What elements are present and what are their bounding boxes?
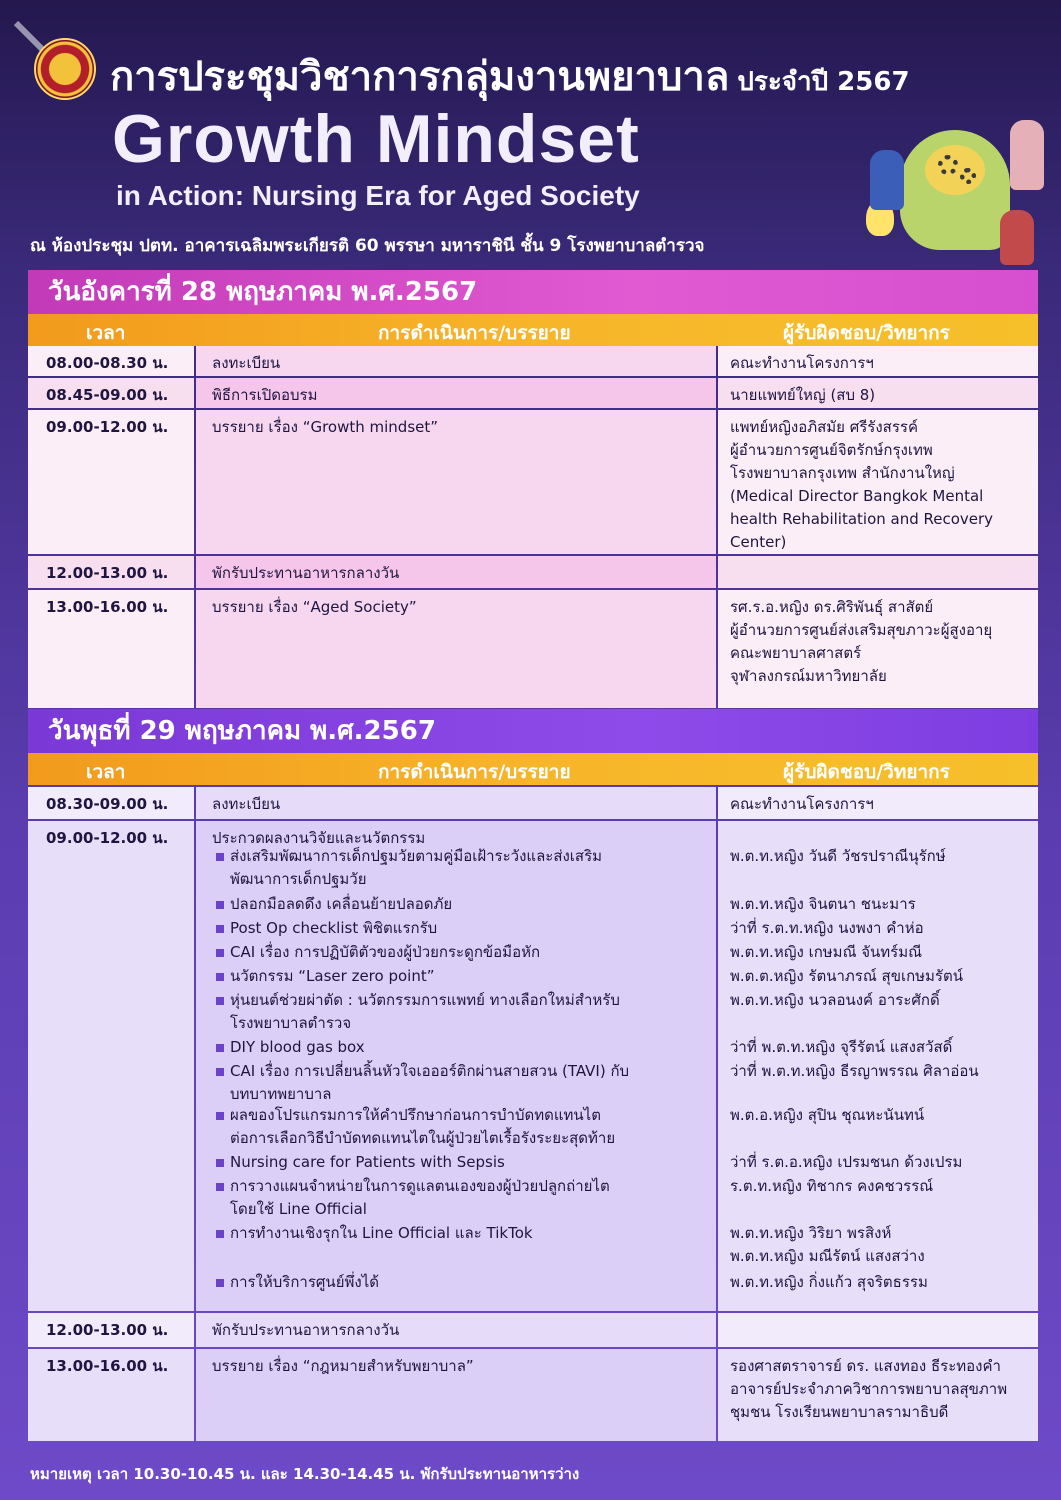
time-cell: 08.30-09.00 น. — [28, 787, 194, 819]
time-cell: 08.45-09.00 น. — [28, 378, 194, 408]
activity-cell: พักรับประทานอาหารกลางวัน — [196, 1313, 716, 1347]
responsible-cell: คณะทำงานโครงการฯ — [718, 346, 1038, 376]
contest-item — [214, 1104, 714, 1150]
table-row — [28, 821, 1038, 1311]
column-responsible-label: ผู้รับผิดชอบ/วิทยากร — [783, 761, 950, 783]
column-activity-label: การดำเนินการ/บรรยาย — [378, 322, 571, 344]
person-figure-icon — [1010, 120, 1044, 190]
presenter-name: ว่าที่ พ.ต.ท.หญิง ธีรญาพรรณ ศิลาอ่อน — [730, 1062, 979, 1080]
contest-item-line: พัฒนาการเด็กปฐมวัย — [230, 870, 367, 888]
contest-presenter — [730, 893, 1040, 916]
contest-heading: ประกวดผลงานวิจัยและนวัตกรรม — [212, 829, 426, 847]
gear-icon — [938, 155, 958, 175]
contest-item — [214, 1036, 714, 1059]
contest-item-line: การทำงานเชิงรุกใน Line Official และ TikTok — [230, 1224, 533, 1242]
contest-item-line: การวางแผนจำหน่ายในการดูแลตนเองของผู้ป่วยปลูกถ่ายไต — [230, 1177, 610, 1195]
gear-icon — [960, 168, 976, 184]
contest-item — [214, 1222, 714, 1245]
presenter-name: พ.ต.อ.หญิง สุปิน ชุณหะนันทน์ — [730, 1106, 925, 1124]
contest-item-line: ปลอกมือลดดึง เคลื่อนย้ายปลอดภัย — [230, 895, 453, 913]
contest-item-line: DIY blood gas box — [230, 1038, 365, 1056]
responsible-line: ผู้อำนวยการศูนย์จิตรักษ์กรุงเทพ — [730, 441, 933, 459]
growth-mindset-illustration-icon — [860, 110, 1050, 270]
contest-item-line: Post Op checklist พิชิตแรกรับ — [230, 919, 438, 937]
presenter-name: พ.ต.ท.หญิง นวลอนงค์ อาระศักดิ์ — [730, 991, 940, 1009]
poster-header — [0, 0, 1061, 270]
table-row — [28, 590, 1038, 708]
contest-item — [214, 1151, 714, 1174]
contest-item — [214, 845, 714, 891]
day2-column-header — [28, 753, 1038, 785]
activity-cell: พักรับประทานอาหารกลางวัน — [196, 556, 716, 588]
contest-item-line: ผลของโปรแกรมการให้คำปรึกษาก่อนการบำบัดทดแทนไต — [230, 1106, 601, 1124]
presenter-name: พ.ต.ท.หญิง จินตนา ชนะมาร — [730, 895, 916, 913]
activity-cell: ลงทะเบียน — [196, 787, 716, 819]
time-cell: 09.00-12.00 น. — [28, 821, 194, 1311]
title-year: ประจำปี 2567 — [737, 67, 910, 97]
column-responsible-label: ผู้รับผิดชอบ/วิทยากร — [783, 322, 950, 344]
responsible-line: Center) — [730, 533, 787, 551]
hospital-logo-icon — [34, 38, 96, 100]
subtitle-english: in Action: Nursing Era for Aged Society — [116, 180, 640, 211]
contest-presenter — [730, 1036, 1040, 1059]
contest-item-line: CAI เรื่อง การเปลี่ยนลิ้นหัวใจเอออร์ติกผ่านสายสวน (TAVI) กับ — [230, 1062, 630, 1080]
responsible-cell — [718, 556, 1038, 588]
title-thai-text: การประชุมวิชาการกลุ่มงานพยาบาล — [110, 54, 730, 100]
contest-item — [214, 989, 714, 1035]
footer-note: หมายเหตุ เวลา 10.30-10.45 น. และ 14.30-14.45 น. พักรับประทานอาหารว่าง — [30, 1465, 580, 1483]
contest-item-line: ส่งเสริมพัฒนาการเด็กปฐมวัยตามคู่มือเฝ้าระวังและส่งเสริม — [230, 847, 603, 865]
contest-presenter — [730, 965, 1040, 988]
title-english: Growth Mindset — [112, 101, 640, 177]
venue-text: ณ ห้องประชุม ปตท. อาคารเฉลิมพระเกียรติ 60 พรรษา มหาราชินี ชั้น 9 โรงพยาบาลตำรวจ — [30, 236, 705, 256]
contest-item — [214, 965, 714, 988]
time-cell: 13.00-16.00 น. — [28, 1349, 194, 1441]
table-row — [28, 346, 1038, 376]
day1-schedule-table — [28, 346, 1038, 708]
responsible-line: ชุมชน โรงเรียนพยาบาลรามาธิบดี — [730, 1403, 949, 1421]
person-figure-icon — [1000, 210, 1034, 265]
contest-item-line: CAI เรื่อง การปฏิบัติตัวของผู้ป่วยกระดูกข้อมือหัก — [230, 943, 541, 961]
responsible-cell — [718, 1349, 1038, 1441]
presenter-name: พ.ต.ท.หญิง เกษมณี จันทร์มณี — [730, 943, 923, 961]
contest-item — [214, 917, 714, 940]
table-row — [28, 787, 1038, 819]
day1-column-header — [28, 314, 1038, 346]
table-row — [28, 556, 1038, 588]
table-row — [28, 378, 1038, 408]
contest-item — [214, 1271, 714, 1294]
contest-item-line: บทบาทพยาบาล — [230, 1085, 332, 1103]
activity-cell: บรรยาย เรื่อง “Growth mindset” — [196, 410, 716, 554]
contest-presenter — [730, 1151, 1040, 1174]
activity-cell: บรรยาย เรื่อง “Aged Society” — [196, 590, 716, 708]
responsible-line: โรงพยาบาลกรุงเทพ สำนักงานใหญ่ — [730, 464, 955, 482]
contest-presenter — [730, 1104, 1040, 1127]
presenter-name: ว่าที่ พ.ต.ท.หญิง จุรีรัตน์ แสงสวัสดิ์ — [730, 1038, 953, 1056]
person-figure-icon — [870, 150, 904, 210]
contest-presenter — [730, 989, 1040, 1012]
contest-presenter — [730, 1222, 1040, 1268]
presenter-name: พ.ต.ท.หญิง วันดี วัชรปราณีนุรักษ์ — [730, 847, 946, 865]
time-cell: 08.00-08.30 น. — [28, 346, 194, 376]
contest-presenter — [730, 917, 1040, 940]
responsible-line: อาจารย์ประจำภาควิชาการพยาบาลสุขภาพ — [730, 1380, 1008, 1398]
time-cell: 12.00-13.00 น. — [28, 556, 194, 588]
day2-schedule-table — [28, 787, 1038, 1441]
table-row — [28, 1349, 1038, 1441]
contest-item-line: การให้บริการศูนย์พึ่งได้ — [230, 1273, 379, 1291]
contest-item — [214, 893, 714, 916]
responsible-line: แพทย์หญิงอภิสมัย ศรีรังสรรค์ — [730, 418, 918, 436]
contest-item — [214, 1175, 714, 1221]
contest-item-line: ต่อการเลือกวิธีบำบัดทดแทนไตในผู้ป่วยไตเรื้อรังระยะสุดท้าย — [230, 1129, 616, 1147]
responsible-cell — [718, 1313, 1038, 1347]
responsible-line: จุฬาลงกรณ์มหาวิทยาลัย — [730, 667, 887, 685]
column-activity-label: การดำเนินการ/บรรยาย — [378, 761, 571, 783]
responsible-cell — [718, 410, 1038, 554]
presenter-name: ว่าที่ ร.ต.ท.หญิง นงพงา คำห่อ — [730, 919, 924, 937]
responsible-line: (Medical Director Bangkok Mental — [730, 487, 984, 505]
presenter-name: ร.ต.ท.หญิง ทิชากร คงคชวรรณ์ — [730, 1177, 934, 1195]
responsible-line: รศ.ร.อ.หญิง ดร.ศิริพันธุ์ สาสัตย์ — [730, 598, 934, 616]
responsible-cell: คณะทำงานโครงการฯ — [718, 787, 1038, 819]
presenter-name: ว่าที่ ร.ต.อ.หญิง เปรมชนก ด้วงเปรม — [730, 1153, 963, 1171]
responsible-line: คณะพยาบาลศาสตร์ — [730, 644, 862, 662]
responsible-cell: นายแพทย์ใหญ่ (สบ 8) — [718, 378, 1038, 408]
responsible-cell — [718, 590, 1038, 708]
activity-cell: พิธีการเปิดอบรม — [196, 378, 716, 408]
title-thai — [110, 44, 910, 108]
contest-presenter — [730, 1175, 1040, 1198]
table-row — [28, 410, 1038, 554]
contest-presenter — [730, 941, 1040, 964]
contest-item-line: Nursing care for Patients with Sepsis — [230, 1153, 505, 1171]
column-time-label: เวลา — [86, 761, 126, 783]
table-row — [28, 1313, 1038, 1347]
responsible-line: health Rehabilitation and Recovery — [730, 510, 994, 528]
contest-item — [214, 1060, 714, 1106]
presenter-name: พ.ต.ท.หญิง วิริยา พรสิงห์ — [730, 1224, 892, 1242]
activity-cell: ลงทะเบียน — [196, 346, 716, 376]
contest-presenter — [730, 1271, 1040, 1294]
presenter-name: พ.ต.ต.หญิง รัตนาภรณ์ สุขเกษมรัตน์ — [730, 967, 963, 985]
responsible-line: ผู้อำนวยการศูนย์ส่งเสริมสุขภาวะผู้สูงอายุ — [730, 621, 993, 639]
responsible-line: รองศาสตราจารย์ ดร. แสงทอง ธีระทองคำ — [730, 1357, 1001, 1375]
contest-presenter — [730, 1060, 1040, 1083]
contest-item-line: โดยใช้ Line Official — [230, 1200, 367, 1218]
day1-title-bar: วันอังคารที่ 28 พฤษภาคม พ.ศ.2567 — [28, 270, 1038, 314]
time-cell: 12.00-13.00 น. — [28, 1313, 194, 1347]
contest-item — [214, 941, 714, 964]
contest-item-line: นวัตกรรม “Laser zero point” — [230, 967, 435, 985]
contest-presenter — [730, 845, 1040, 868]
time-cell: 13.00-16.00 น. — [28, 590, 194, 708]
column-time-label: เวลา — [86, 322, 126, 344]
activity-cell: บรรยาย เรื่อง “กฎหมายสำหรับพยาบาล” — [196, 1349, 716, 1441]
contest-item-line: หุ่นยนต์ช่วยผ่าตัด : นวัตกรรมการแพทย์ ทางเลือกใหม่สำหรับ — [230, 991, 620, 1009]
presenter-name: พ.ต.ท.หญิง กิ่งแก้ว สุจริตธรรม — [730, 1273, 928, 1291]
presenter-name: พ.ต.ท.หญิง มณีรัตน์ แสงสว่าง — [730, 1247, 925, 1265]
time-cell: 09.00-12.00 น. — [28, 410, 194, 554]
day2-title-bar: วันพุธที่ 29 พฤษภาคม พ.ศ.2567 — [28, 709, 1038, 753]
contest-item-line: โรงพยาบาลตำรวจ — [230, 1014, 352, 1032]
